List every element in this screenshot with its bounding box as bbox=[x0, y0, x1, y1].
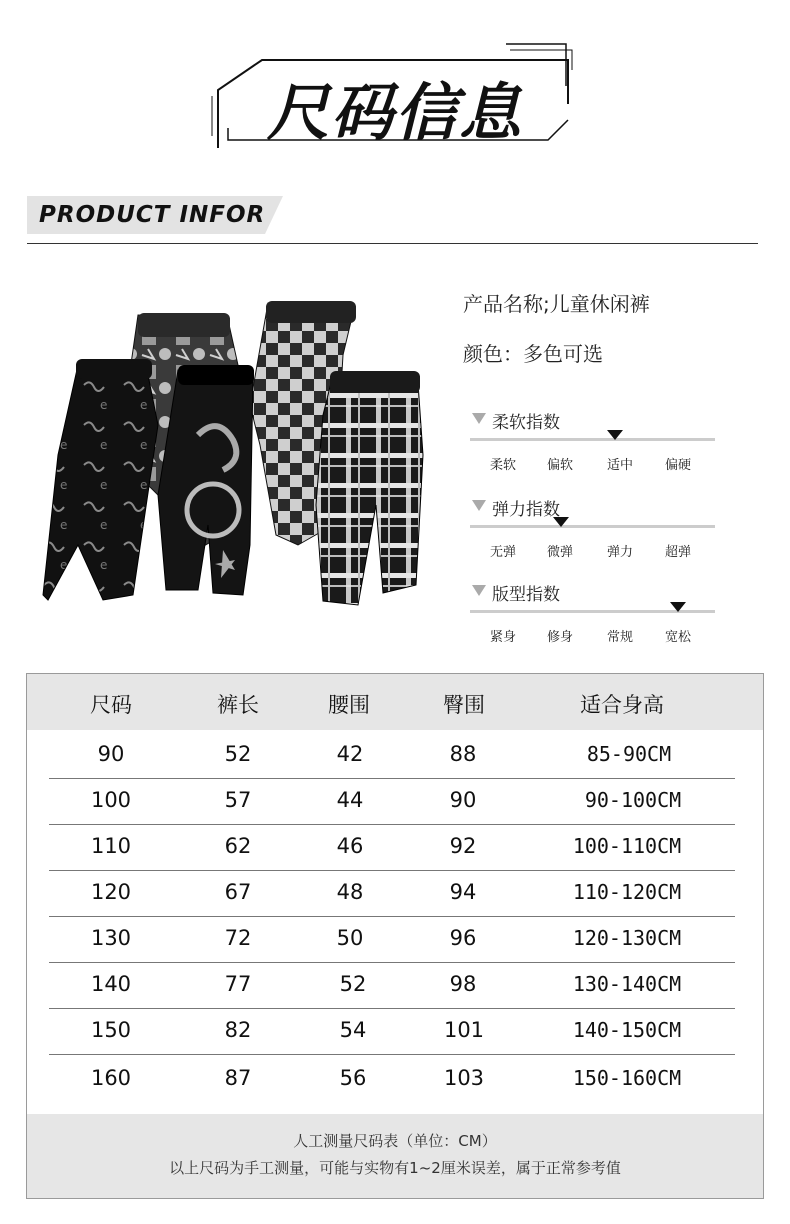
table-cell: 96 bbox=[449, 926, 477, 950]
index-marker-icon bbox=[553, 517, 569, 527]
table-cell: 110-120CM bbox=[572, 880, 682, 904]
index-title-label: 弹力指数 bbox=[492, 500, 560, 520]
table-cell: 103 bbox=[443, 1066, 485, 1090]
index-bar bbox=[470, 438, 715, 441]
index-title-label: 柔软指数 bbox=[492, 413, 560, 433]
table-cell: 88 bbox=[449, 742, 477, 766]
header-cell: 裤长 bbox=[217, 693, 259, 717]
index-label: 适中 bbox=[607, 458, 634, 473]
table-cell: 46 bbox=[336, 834, 364, 858]
table-cell: 90 bbox=[449, 788, 477, 812]
table-row bbox=[49, 1056, 735, 1102]
table-cell: 67 bbox=[224, 880, 252, 904]
table-cell: 90-100CM bbox=[584, 788, 682, 812]
table-cell: 82 bbox=[224, 1018, 252, 1042]
header-cell: 臀围 bbox=[443, 693, 485, 717]
section-divider bbox=[27, 243, 758, 244]
table-cell: 62 bbox=[224, 834, 252, 858]
table-cell: 130-140CM bbox=[572, 972, 682, 996]
table-cell: 44 bbox=[336, 788, 364, 812]
table-footer bbox=[27, 1114, 763, 1198]
triangle-down-icon bbox=[472, 500, 486, 511]
table-cell: 120 bbox=[90, 880, 132, 904]
index-marker-icon bbox=[607, 430, 623, 440]
table-row bbox=[49, 916, 735, 963]
index-label: 微弹 bbox=[547, 545, 574, 560]
index-label: 偏硬 bbox=[665, 458, 692, 473]
table-cell: 160 bbox=[90, 1066, 132, 1090]
section-tag-label: PRODUCT INFOR bbox=[39, 202, 266, 228]
table-cell: 56 bbox=[339, 1066, 367, 1090]
section-tag bbox=[27, 196, 283, 236]
table-cell: 87 bbox=[224, 1066, 252, 1090]
index-label: 无弹 bbox=[490, 545, 517, 560]
table-cell: 140-150CM bbox=[572, 1018, 682, 1042]
index-label: 弹力 bbox=[607, 545, 634, 560]
index-title-label: 版型指数 bbox=[492, 585, 560, 605]
table-cell: 90 bbox=[97, 742, 125, 766]
table-cell: 110 bbox=[90, 834, 132, 858]
table-cell: 100 bbox=[90, 788, 132, 812]
index-label: 柔软 bbox=[490, 458, 517, 473]
index-label: 修身 bbox=[547, 630, 574, 645]
product-image bbox=[38, 295, 428, 615]
table-cell: 150-160CM bbox=[572, 1066, 682, 1090]
header-cell: 适合身高 bbox=[580, 693, 664, 717]
index-marker-icon bbox=[670, 602, 686, 612]
table-cell: 101 bbox=[443, 1018, 485, 1042]
table-cell: 98 bbox=[449, 972, 477, 996]
table-cell: 57 bbox=[224, 788, 252, 812]
size-table bbox=[26, 673, 764, 1199]
table-cell: 100-110CM bbox=[572, 834, 682, 858]
page-title: 尺码信息 bbox=[266, 76, 523, 149]
table-cell: 92 bbox=[449, 834, 477, 858]
table-cell: 150 bbox=[90, 1018, 132, 1042]
table-cell: 77 bbox=[224, 972, 252, 996]
index-label: 紧身 bbox=[490, 630, 517, 645]
index-label: 宽松 bbox=[665, 630, 692, 645]
triangle-down-icon bbox=[472, 585, 486, 596]
triangle-down-icon bbox=[472, 413, 486, 424]
table-cell: 72 bbox=[224, 926, 252, 950]
table-cell: 140 bbox=[90, 972, 132, 996]
index-label: 偏软 bbox=[547, 458, 574, 473]
table-cell: 120-130CM bbox=[572, 926, 682, 950]
table-cell: 48 bbox=[336, 880, 364, 904]
table-header bbox=[27, 674, 763, 730]
index-bar bbox=[470, 525, 715, 528]
table-cell: 130 bbox=[90, 926, 132, 950]
product-name-line: 产品名称;儿童休闲裤 bbox=[463, 292, 650, 316]
table-cell: 52 bbox=[339, 972, 367, 996]
index-label: 超弹 bbox=[665, 545, 692, 560]
table-cell: 50 bbox=[336, 926, 364, 950]
title-banner bbox=[210, 40, 580, 155]
index-label: 常规 bbox=[607, 630, 634, 645]
table-cell: 42 bbox=[336, 742, 364, 766]
table-row bbox=[49, 870, 735, 917]
footnote-title: 人工测量尺码表（单位：CM） bbox=[293, 1132, 497, 1150]
table-row bbox=[49, 962, 735, 1009]
footnote-note: 以上尺码为手工测量，可能与实物有1~2厘米误差，属于正常参考值 bbox=[169, 1159, 621, 1177]
table-cell: 52 bbox=[224, 742, 252, 766]
table-cell: 85-90CM bbox=[586, 742, 672, 766]
table-cell: 54 bbox=[339, 1018, 367, 1042]
table-row bbox=[49, 824, 735, 871]
table-row bbox=[49, 732, 735, 779]
table-row bbox=[49, 1008, 735, 1055]
table-row bbox=[49, 778, 735, 825]
header-cell: 腰围 bbox=[328, 693, 370, 717]
table-cell: 94 bbox=[449, 880, 477, 904]
header-cell: 尺码 bbox=[90, 693, 132, 717]
product-color-line: 颜色：多色可选 bbox=[463, 342, 603, 366]
